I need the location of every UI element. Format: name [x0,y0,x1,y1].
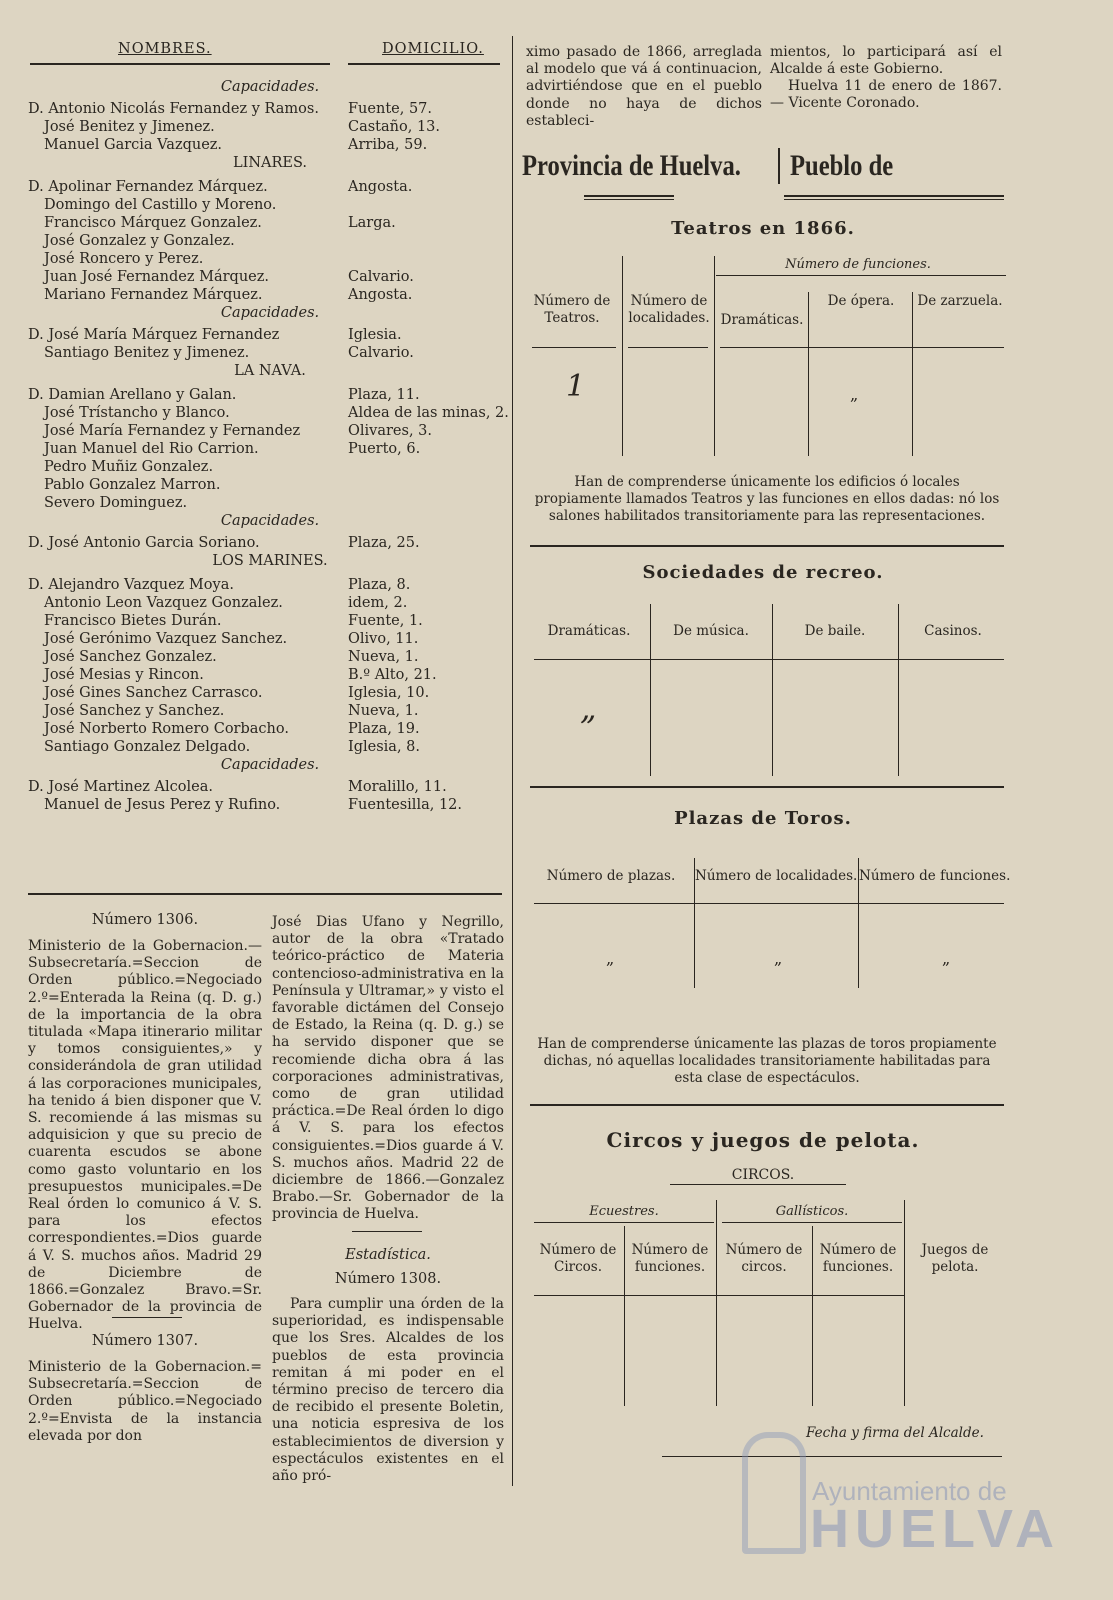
person-address: Moralillo, 11. [348,779,447,795]
column-divider [512,36,513,1486]
th-dramaticas: Dramáticas. [720,312,804,328]
teatros-vline-4 [912,292,913,456]
subheading-capacidades: Capacidades. [220,79,320,95]
pueblo-heading: Pueblo de [790,149,894,182]
circos-sub-rule [670,1184,846,1185]
p-funciones: Número de funciones. [859,868,1011,884]
s-dramaticas: Dramáticas. [547,623,631,639]
person-name: Francisco Márquez Gonzalez. [44,215,262,231]
gallisticos-rule [722,1222,902,1223]
person-address: Iglesia, 8. [348,739,421,755]
person-address: Larga. [348,215,396,231]
person-name: José Benitez y Jimenez. [44,119,215,135]
person-name: José Mesias y Rincon. [44,667,204,683]
person-name: José Gines Sanchez Carrasco. [44,685,263,701]
right-top-text-a: ximo pasado de 1866, arreglada al modelo que vá á continuacion, advirtiéndose que en el pueblo donde no haya de dichos estableci- [526,44,762,129]
person-name: Severo Dominguez. [44,495,188,511]
plazas-ditto-3: „ [942,949,951,968]
th-opera: De ópera. [827,293,895,309]
plazas-ditto-2: „ [774,949,783,968]
s-musica: De música. [673,623,749,639]
n1307-body: Ministerio de la Gobernacion.= Subsecretaría.=Seccion de Orden público.=Negociado 2.º=Envista de la instancia elevada por don [28,1359,262,1444]
town-heading: LOS MARINES. [212,553,328,569]
pueblo-bracket [778,148,780,184]
watermark-line2: HUELVA [810,1499,1060,1559]
section-rule [28,893,502,895]
person-address: Plaza, 8. [348,577,411,593]
c-funciones2: Número de funciones. [819,1242,897,1275]
ecuestres-rule [534,1222,714,1223]
short-rule-2 [352,1231,422,1232]
s-casinos: Casinos. [924,623,982,639]
person-name: Manuel Garcia Vazquez. [44,137,223,153]
header-nombres: NOMBRES. [118,41,212,57]
subheading-capacidades: Capacidades. [220,757,320,773]
right-top-text-b2: Huelva 11 de enero de 1867.— Vicente Coronado. [770,78,1002,112]
person-address: Plaza, 25. [348,535,420,551]
n1308-title: Número 1308. [334,1271,442,1287]
town-heading: LA NAVA. [234,363,306,379]
soc-end-rule [530,786,1004,788]
person-address: Nueva, 1. [348,703,419,719]
person-address: Nueva, 1. [348,649,419,665]
person-name: D. Alejandro Vazquez Moya. [28,577,234,593]
circos-vline-4 [904,1200,905,1406]
person-name: José Norberto Romero Corbacho. [44,721,289,737]
c-circos: Número de Circos. [539,1242,617,1275]
person-name: José Gonzalez y Gonzalez. [44,233,235,249]
p-plazas: Número de plazas. [546,868,676,884]
n1308-body: Para cumplir una órden de la superioridad, es indispensable que los Sres. Alcaldes de los pueblos de esta provincia remitan á mi poder en el término preciso de tercero dia de recibido el presente Boletin, una noticia espresiva de los establecimientos de diversion y espectáculos existentes en el año pró- [272,1296,504,1485]
person-name: Pedro Muñiz Gonzalez. [44,459,214,475]
person-name: Juan José Fernandez Márquez. [44,269,270,285]
watermark-shield-icon [742,1432,806,1554]
th-localidades: Número de localidades. [628,293,710,326]
funciones-rule [716,275,1006,276]
person-address: Iglesia, 10. [348,685,430,701]
s-baile: De baile. [804,623,866,639]
person-name: Domingo del Castillo y Moreno. [44,197,277,213]
short-rule [112,1317,182,1318]
fecha-firma: Fecha y firma del Alcalde. [806,1425,984,1441]
person-name: Mariano Fernandez Márquez. [44,287,263,303]
teatros-hline [532,347,616,348]
header-domicilio: DOMICILIO. [382,41,484,57]
person-address: Aldea de las minas, 2. [348,405,509,421]
circos-vline-1 [624,1226,625,1406]
p-localidades: Número de localidades. [695,868,858,884]
person-address: Fuentesilla, 12. [348,797,463,813]
gallisticos-label: Gallísticos. [775,1204,849,1219]
plazas-note: Han de comprenderse únicamente las plazas de toros propiamente dichas, nó aquellas localidades transitoriamente habilitadas para esta clase de espectáculos. [537,1036,997,1086]
town-heading: LINARES. [232,155,308,171]
person-name: D. Damian Arellano y Galan. [28,387,237,403]
person-address: idem, 2. [348,595,408,611]
person-name: José Trístancho y Blanco. [44,405,230,421]
soc-hline [534,659,1004,660]
person-name: José Sanchez Gonzalez. [44,649,217,665]
ecuestres-label: Ecuestres. [589,1204,659,1219]
person-address: Plaza, 11. [348,387,420,403]
teatros-vline-3 [808,292,809,456]
th-zarzuela: De zarzuela. [917,293,1003,309]
provincia-heading: Provincia de Huelva. [522,149,741,182]
person-address: Olivares, 3. [348,423,433,439]
c-funciones: Número de funciones. [631,1242,709,1275]
n1307-title: Número 1307. [91,1333,199,1349]
person-address: Iglesia. [348,327,402,343]
person-name: José Sanchez y Sanchez. [44,703,225,719]
person-address: Arriba, 59. [348,137,428,153]
teatros-mark-one: 1 [566,369,586,404]
teatros-note: Han de comprenderse únicamente los edificios ó locales propiamente llamados Teatros y las funciones en ellos dadas: nó los salones habilitados transitoriamente para las representaciones. [534,474,1000,524]
soc-vline-3 [898,604,899,776]
person-name: Manuel de Jesus Perez y Rufino. [44,797,281,813]
person-address: B.º Alto, 21. [348,667,437,683]
right-top-text-b: mientos, lo participará así el Alcalde á este Gobierno. [770,44,1002,78]
circos-subtitle: CIRCOS. [731,1167,795,1183]
person-name: José Gerónimo Vazquez Sanchez. [44,631,288,647]
deco-rule-a [584,195,674,197]
mid-article-body: José Dias Ufano y Negrillo, autor de la obra «Tratado teórico-práctico de Materia contencioso-administrativa en la Península y Ultramar,» y visto el favorable dictámen del Consejo de Estado, la Reina (q. D. g.) se ha servido disponer que se recomiende dicha obra á las corporaciones administrativas, como de gran utilidad práctica.=De Real órden lo digo á V. S. para los efectos consiguientes.=Dios guarde á V. S. muchos años. Madrid 22 de diciembre de 1866.—Gonzalez Brabo.—Sr. Gobernador de la provincia de Huelva. [272,914,504,1223]
teatros-vline-1 [622,256,623,456]
circos-vline-3 [812,1226,813,1406]
teatros-hline-2 [628,347,708,348]
deco-rule-b2 [784,199,1004,200]
soc-vline-1 [650,604,651,776]
person-name: Francisco Bietes Durán. [44,613,222,629]
plazas-title: Plazas de Toros. [674,808,852,829]
deco-rule-b [784,195,1004,197]
circos-title: Circos y juegos de pelota. [606,1128,920,1152]
person-address: Fuente, 1. [348,613,423,629]
watermark-line1: Ayuntamiento de [812,1476,1007,1506]
num-funciones-label: Número de funciones. [785,257,931,272]
deco-rule-a2 [584,199,674,200]
sociedades-title: Sociedades de recreo. [642,562,884,583]
th-teatros: Número de Teatros. [533,293,611,326]
estadistica-heading: Estadística. [345,1247,431,1263]
person-address: Calvario. [348,345,414,361]
circos-hline [534,1295,904,1296]
person-address: Angosta. [348,287,413,303]
person-address: Plaza, 19. [348,721,420,737]
n1306-title: Número 1306. [91,912,199,928]
person-name: Juan Manuel del Rio Carrion. [44,441,259,457]
person-name: Santiago Gonzalez Delgado. [44,739,251,755]
person-address: Puerto, 6. [348,441,421,457]
person-name: D. José Martinez Alcolea. [28,779,213,795]
person-name: D. José Antonio Garcia Soriano. [28,535,260,551]
circos-vline-2 [716,1200,717,1406]
person-name: José María Fernandez y Fernandez [44,423,301,439]
teatros-ditto-mark: „ [850,385,859,404]
plazas-hline [534,903,1004,904]
subheading-capacidades: Capacidades. [220,513,320,529]
subheading-capacidades: Capacidades. [220,305,320,321]
firma-rule [662,1456,1002,1457]
person-name: José Roncero y Perez. [44,251,204,267]
teatros-title: Teatros en 1866. [671,218,855,239]
teatros-end-rule [530,545,1004,547]
person-name: D. Apolinar Fernandez Márquez. [28,179,268,195]
person-address: Castaño, 13. [348,119,440,135]
c-circos2: Número de circos. [725,1242,803,1275]
plazas-end-rule [530,1104,1004,1106]
person-name: D. Antonio Nicolás Fernandez y Ramos. [28,101,319,117]
person-name: Antonio Leon Vazquez Gonzalez. [44,595,283,611]
person-address: Olivo, 11. [348,631,419,647]
sociedades-ditto-mark: „ [580,689,597,727]
names-list [0,0,510,900]
person-name: D. José María Márquez Fernandez [28,327,280,343]
teatros-vline-2 [714,256,715,456]
person-address: Fuente, 57. [348,101,433,117]
soc-vline-2 [772,604,773,776]
n1306-body: Ministerio de la Gobernacion.— Subsecretaría.=Seccion de Orden público.=Negociado 2.º=Enterada la Reina (q. D. g.) de la importancia de la obra titulada «Mapa itinerario militar y tomos consiguientes,» y considerándola de gran utilidad á las corporaciones municipales, ha tenido á bien disponer que V. S. recomiende á las mismas su adquisicion y que su precio de cuarenta escudos se abone como gasto voluntario en los presupuestos municipales.=De Real órden lo comunico á V. S. para los efectos correspondientes.=Dios guarde á V. S. muchos años. Madrid 29 de Diciembre de 1866.=Gonzalez Bravo.=Sr. Gobernador de la provincia de Huelva. [28,938,262,1333]
person-name: Pablo Gonzalez Marron. [44,477,221,493]
plazas-ditto-1: „ [606,949,615,968]
person-address: Angosta. [348,179,413,195]
person-name: Santiago Benitez y Jimenez. [44,345,250,361]
c-pelota: Juegos de pelota. [921,1242,989,1275]
teatros-hline-3 [720,347,1004,348]
person-address: Calvario. [348,269,414,285]
